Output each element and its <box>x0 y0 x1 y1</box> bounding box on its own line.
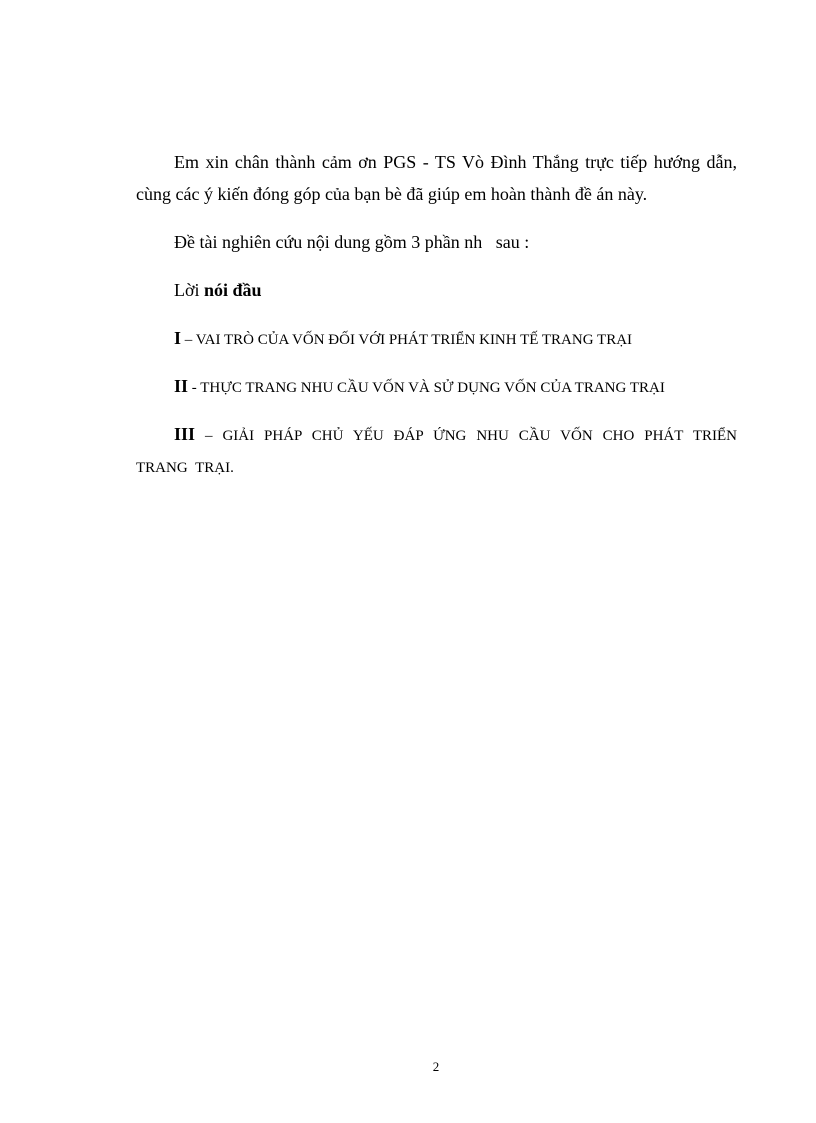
section-title: THỰC TRANG NHU CẦU VỐN VÀ SỬ DỤNG VỐN CỦA TRANG TRẠI <box>200 380 665 396</box>
section-separator: - <box>188 380 201 396</box>
section-heading-1 <box>136 322 737 356</box>
preface-bold: nói đầu <box>204 280 262 300</box>
section-separator: – <box>181 332 196 348</box>
preface-heading <box>136 274 737 306</box>
section-title: GIẢI PHÁP CHỦ YẾU ĐÁP ỨNG NHU CẦU VỐN CHO PHÁT TRIỂN TRANG TRẠI. <box>136 428 737 476</box>
section-number: III <box>174 424 196 444</box>
preface-prefix: Lời <box>174 280 205 300</box>
acknowledgement-paragraph: Em xin chân thành cảm ơn PGS - TS Vò Đình Thắng trực tiếp hướng dẫn, cùng các ý kiến đóng góp của bạn bè đã giúp em hoàn thành đề án này. <box>136 152 737 204</box>
page-number: 2 <box>432 1059 440 1074</box>
section-heading-2 <box>136 370 737 404</box>
section-title: VAI TRÒ CỦA VỐN ĐỐI VỚI PHÁT TRIỂN KINH TẾ TRANG TRẠI <box>195 332 633 348</box>
section-number: I <box>174 328 182 348</box>
intro-paragraph: Đề tài nghiên cứu nội dung gồm 3 phần nh sau : <box>174 232 530 252</box>
section-separator: – <box>195 428 223 444</box>
section-heading-3 <box>136 418 737 484</box>
section-number: II <box>174 376 189 396</box>
